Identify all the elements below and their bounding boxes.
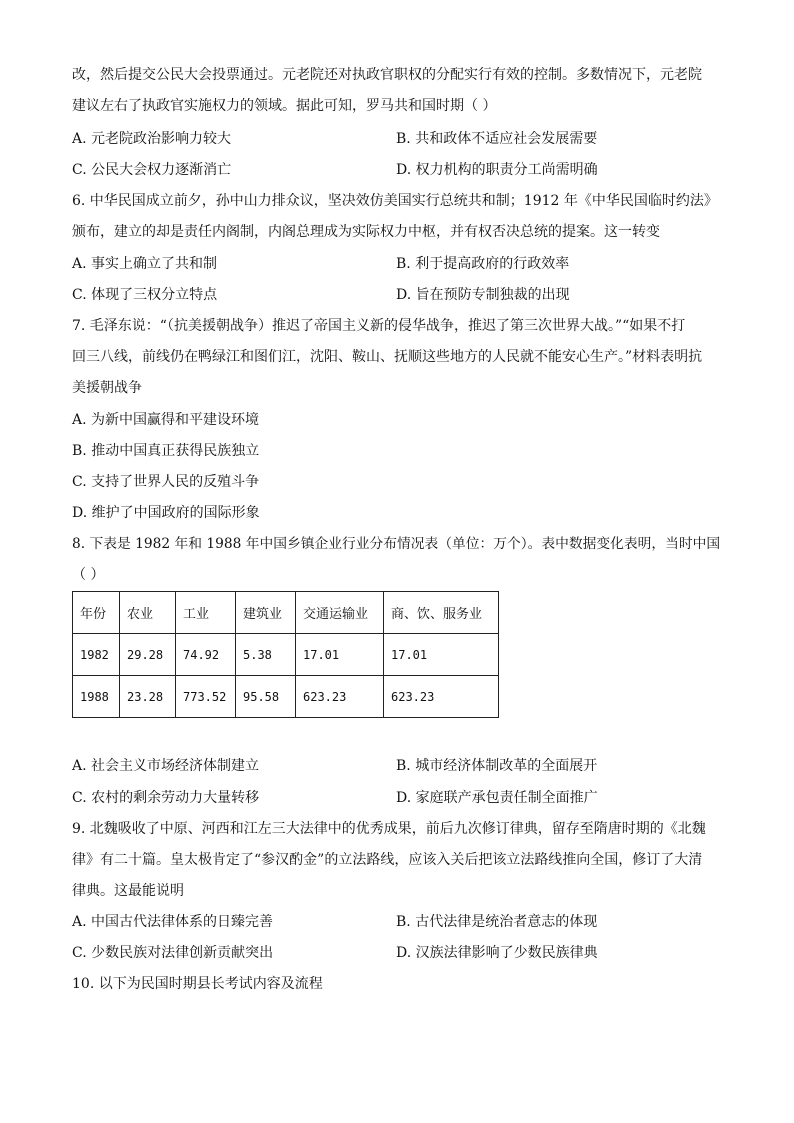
q6-stem-line-1: 6. 中华民国成立前夕，孙中山力排众议，坚决效仿美国实行总统共和制；1912 年《中华民国临时约法》 <box>72 193 718 209</box>
q10-stem-line-1: 10. 以下为民国时期县长考试内容及流程 <box>72 976 323 992</box>
q9-stem-line-2: 律》有二十篇。皇太极肯定了“参汉酌金”的立法路线，应该入关后把该立法路线推向全国，修订了大清 <box>72 852 703 868</box>
q5-option-d: D. 权力机构的职责分工尚需明确 <box>396 162 598 178</box>
q7-stem-line-3: 美援朝战争 <box>72 380 142 396</box>
q7-option-c: C. 支持了世界人民的反殖斗争 <box>72 474 260 490</box>
table-header-cell: 年份 <box>73 592 120 634</box>
q7-option-a: A. 为新中国赢得和平建设环境 <box>72 412 260 428</box>
q9-option-b: B. 古代法律是统治者意志的体现 <box>396 914 598 930</box>
q5-option-a: A. 元老院政治影响力较大 <box>72 131 232 147</box>
q5-option-b: B. 共和政体不适应社会发展需要 <box>396 131 598 147</box>
table-cell: 17.01 <box>384 634 499 676</box>
q9-stem-line-1: 9. 北魏吸收了中原、河西和江左三大法律中的优秀成果，前后九次修订律典，留存至隋唐时期的《北魏 <box>72 821 706 837</box>
table-cell: 5.38 <box>236 634 296 676</box>
table-header-cell: 建筑业 <box>236 592 296 634</box>
table-cell: 23.28 <box>120 676 176 718</box>
table-cell: 773.52 <box>176 676 236 718</box>
q6-option-b: B. 利于提高政府的行政效率 <box>396 256 570 272</box>
table-row <box>73 676 499 718</box>
q8-stem-line-2: （ ） <box>72 567 105 583</box>
q8-stem-line-1: 8. 下表是 1982 年和 1988 年中国乡镇企业行业分布情况表（单位：万个）。表中数据变化表明，当时中国 <box>72 536 721 552</box>
table-cell: 95.58 <box>236 676 296 718</box>
q6-option-a: A. 事实上确立了共和制 <box>72 256 218 272</box>
q8-option-a: A. 社会主义市场经济体制建立 <box>72 758 260 774</box>
q9-stem-line-3: 律典。这最能说明 <box>72 883 184 899</box>
q9-option-c: C. 少数民族对法律创新贡献突出 <box>72 945 274 961</box>
q8-option-d: D. 家庭联产承包责任制全面推广 <box>396 790 598 806</box>
q7-option-b: B. 推动中国真正获得民族独立 <box>72 443 260 459</box>
q8-option-b: B. 城市经济体制改革的全面展开 <box>396 758 598 774</box>
table-cell: 1982 <box>73 634 120 676</box>
q9-option-d: D. 汉族法律影响了少数民族律典 <box>396 945 598 961</box>
q5-stem-line-1: 改，然后提交公民大会投票通过。元老院还对执政官职权的分配实行有效的控制。多数情况下，元老院 <box>72 67 702 83</box>
table-header-cell: 商、饮、服务业 <box>384 592 499 634</box>
q8-option-c: C. 农村的剩余劳动力大量转移 <box>72 790 260 806</box>
table-cell: 623.23 <box>296 676 384 718</box>
table-header-row <box>73 592 499 634</box>
q5-option-c: C. 公民大会权力逐渐消亡 <box>72 162 232 178</box>
table-cell: 29.28 <box>120 634 176 676</box>
q7-stem-line-2: 回三八线，前线仍在鸭绿江和图们江，沈阳、鞍山、抚顺这些地方的人民就不能安心生产。”材料表明抗 <box>72 349 703 365</box>
q6-option-c: C. 体现了三权分立特点 <box>72 287 218 303</box>
q9-option-a: A. 中国古代法律体系的日臻完善 <box>72 914 274 930</box>
table-header-cell: 交通运输业 <box>296 592 384 634</box>
q6-option-d: D. 旨在预防专制独裁的出现 <box>396 287 570 303</box>
table-cell: 623.23 <box>384 676 499 718</box>
table-cell: 74.92 <box>176 634 236 676</box>
table-header-cell: 农业 <box>120 592 176 634</box>
table-cell: 1988 <box>73 676 120 718</box>
q7-stem-line-1: 7. 毛泽东说：“（抗美援朝战争）推迟了帝国主义新的侵华战争，推迟了第三次世界大战。”“如果不打 <box>72 318 686 334</box>
table-row <box>73 634 499 676</box>
q5-stem-line-2: 建议左右了执政官实施权力的领域。据此可知，罗马共和国时期（ ） <box>72 98 497 114</box>
industry-distribution-table <box>72 591 499 718</box>
q7-option-d: D. 维护了中国政府的国际形象 <box>72 505 260 521</box>
table-header-cell: 工业 <box>176 592 236 634</box>
q6-stem-line-2: 颁布，建立的却是责任内阁制，内阁总理成为实际权力中枢，并有权否决总统的提案。这一转变 <box>72 224 660 240</box>
table-cell: 17.01 <box>296 634 384 676</box>
